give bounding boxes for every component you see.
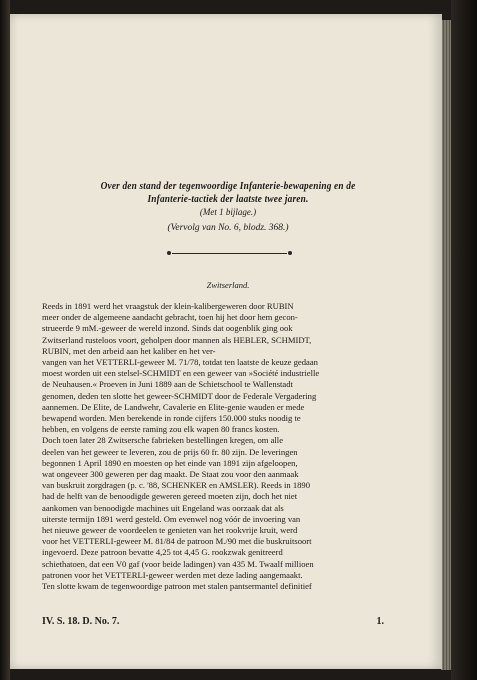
text-line: uiterste termijn 1891 werd gesteld. Om evenwel nog vóór de invoering van [42, 513, 301, 524]
section-heading: Zwitserland. [206, 280, 250, 290]
decorative-divider [172, 253, 287, 254]
text-line: schiethatoen, dat een V0 gaf (voor beide ladingen) van 435 M. Twaalf millioen [42, 558, 314, 569]
text-line: de Neuhausen.« Proeven in Juni 1889 aan de Schietschool te Wallenstadt [42, 379, 293, 390]
article-title [62, 180, 393, 206]
text-line: van buskruit zorgdragen (p. c. '88, SCHENKER en AMSLER). Reeds in 1890 [42, 480, 311, 491]
text-line: deelen van het geweer te leveren, zou de prijs 60 fr. 80 zijn. De leveringen [42, 446, 298, 457]
printer-signature: IV. S. 18. D. No. 7. [42, 616, 120, 627]
text-line: Reeds in 1891 werd het vraagstuk der klein-kalibergeweren door RUBIN [42, 301, 294, 311]
text-line: meer onder de algemeene aandacht gebracht, toen hij het door hem gecon- [42, 312, 298, 323]
book-page [10, 14, 442, 669]
article-title-line-2: Infanterie-tactiek der laatste twee jaren. [147, 194, 309, 205]
text-line: had de helft van de benoodigde geweren gereed moeten zijn, doch het niet [42, 491, 298, 502]
attachment-note: (Met 1 bijlage.) [199, 207, 257, 217]
text-line: bewapend worden. Men berekende in ronde cijfers 150.000 stuks noodig te [42, 413, 301, 424]
text-line: patronen voor het VETTERLI-geweer werden met deze lading aangemaakt. [42, 569, 303, 580]
book-binding-edge [0, 0, 10, 680]
text-line: aannemen. De Elite, de Landwehr, Cavalerie en Elite-genie wauden er mede [42, 401, 305, 412]
text-line: vangen van het VETTERLI-geweer M. 71/78, totdat ten laatste de keuze gedaan [42, 357, 318, 368]
article-title-line-1: Over den stand der tegenwoordige Infanterie-bewapening en de [100, 181, 356, 192]
text-line: Doch toen later 28 Zwitsersche fabrieken bestellingen kregen, om alle [42, 435, 284, 446]
text-line: RUBIN, met den arbeid aan het kaliber en het ver- [42, 345, 216, 356]
text-line: genomen, deden ten slotte het geweer-SCHMIDT door de Federale Vergadering [42, 390, 317, 401]
text-line: ingevoerd. Deze patroon bevatte 4,25 tot 4,45 G. rookzwak genitreerd [42, 547, 283, 558]
continuation-note: (Vervolg van No. 6, blodz. 368.) [167, 223, 289, 233]
text-line: Ten slotte kwam de tegenwoordige patroon met stalen pantsermantel definitief [42, 581, 312, 592]
text-line: moest worden uit een stelsel-SCHMIDT en een geweer van »Société industrielle [42, 368, 320, 379]
text-line: het nieuwe geweer de voordeelen te genieten van het rookvrije kruit, werd [42, 525, 298, 536]
text-line: strueerde 9 mM.-geweer de wereld inzond. Sinds dat oogenblik ging ook [42, 323, 293, 334]
body-text [42, 301, 426, 592]
text-line: Zwitserland rusteloos voort, geholpen door mannen als HEBLER, SCHMIDT, [42, 334, 312, 345]
text-line: begonnen 1 April 1890 en moesten op het einde van 1891 zijn afgeloopen, [42, 457, 298, 468]
text-line: aankomen van benoodigde machines uit Engeland was oorzaak dat als [42, 502, 284, 513]
text-line: hebben, en volgens de eerste raming zou elk wapen 80 francs kosten. [42, 424, 280, 435]
book-fore-edge [451, 0, 477, 680]
page-number: 1. [376, 616, 384, 627]
text-line: wat ongeveer 300 geweren per dag maakt. De Staat zou voor den aanmaak [42, 469, 299, 480]
text-line: voor het VETTERLI-geweer M. 81/84 de patroon M./90 met die buskruitsoort [42, 536, 312, 547]
